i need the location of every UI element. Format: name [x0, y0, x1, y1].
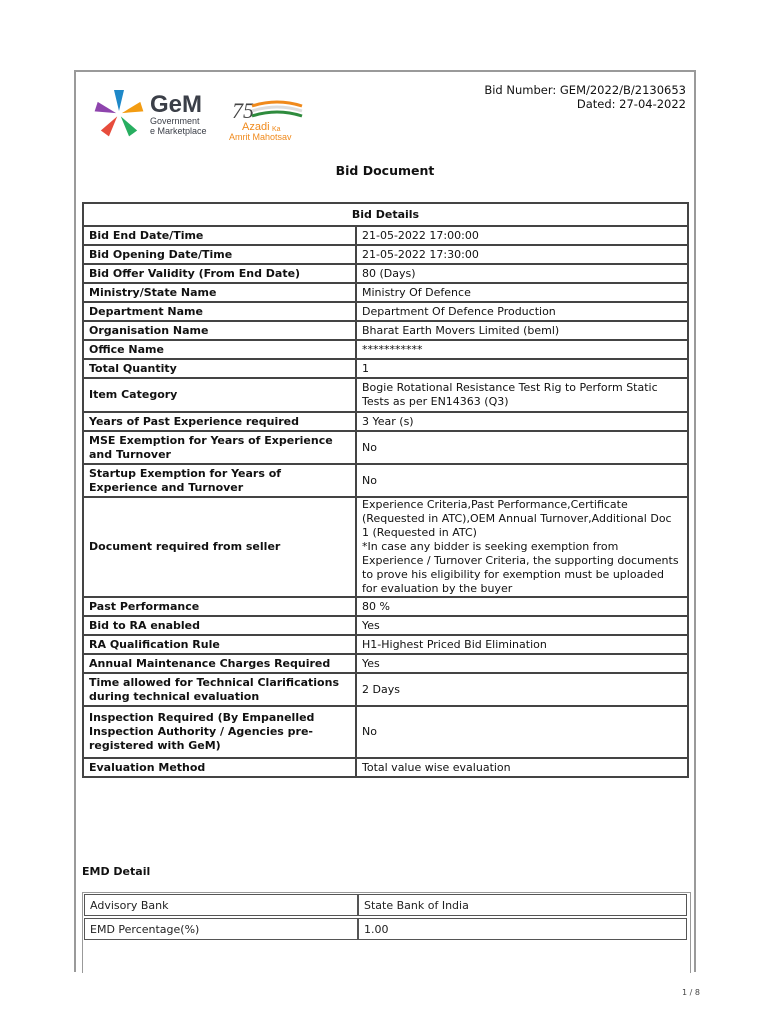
bid-document-page — [74, 70, 696, 972]
bid-detail-value: Experience Criteria,Past Performance,Certificate (Requested in ATC),OEM Annual Turnover,Additional Doc 1 (Requested in ATC) *In case any bidder is seeking exemption from Experience / Turnover Criteria, the supporting documents to prove his eligibility for exemption must be uploaded for evaluation by the buyer — [356, 497, 688, 597]
bid-detail-row — [83, 654, 688, 673]
bid-detail-value: Bharat Earth Movers Limited (beml) — [356, 321, 688, 340]
azadi-ka-amrit-mahotsav-logo — [229, 98, 302, 142]
bid-detail-value: 80 (Days) — [356, 264, 688, 283]
bid-detail-row — [83, 264, 688, 283]
bid-detail-value: Ministry Of Defence — [356, 283, 688, 302]
bid-detail-row — [83, 245, 688, 264]
svg-text:75: 75 — [232, 98, 254, 123]
bid-detail-label: Past Performance — [83, 597, 356, 616]
bid-detail-row — [83, 283, 688, 302]
bid-detail-value: 2 Days — [356, 673, 688, 706]
bid-detail-row — [83, 378, 688, 412]
emd-detail-value: 1.00 — [358, 918, 687, 940]
bid-detail-row — [83, 758, 688, 777]
bid-detail-row — [83, 302, 688, 321]
bid-detail-label: Total Quantity — [83, 359, 356, 378]
bid-detail-label: Ministry/State Name — [83, 283, 356, 302]
emd-detail-rows — [84, 894, 687, 940]
bid-detail-label: Inspection Required (By Empanelled Inspection Authority / Agencies pre-registered with GeM) — [83, 706, 356, 758]
gem-star-icon — [95, 90, 144, 136]
bid-detail-row — [83, 597, 688, 616]
bid-detail-row — [83, 340, 688, 359]
bid-detail-row — [83, 431, 688, 464]
bid-detail-label: Bid Offer Validity (From End Date) — [83, 264, 356, 283]
bid-detail-label: Office Name — [83, 340, 356, 359]
bid-detail-row — [83, 497, 688, 597]
bid-detail-label: Item Category — [83, 378, 356, 412]
bid-detail-row — [83, 635, 688, 654]
document-title: Bid Document — [335, 163, 435, 178]
bid-number: Bid Number: GEM/2022/B/2130653 — [484, 83, 686, 97]
bid-detail-value: 80 % — [356, 597, 688, 616]
emd-detail-row — [84, 894, 687, 916]
bid-details-rows — [83, 226, 688, 777]
bid-detail-row — [83, 359, 688, 378]
bid-detail-label: Bid Opening Date/Time — [83, 245, 356, 264]
bid-dated: Dated: 27-04-2022 — [576, 97, 686, 111]
bid-detail-label: Organisation Name — [83, 321, 356, 340]
bid-detail-value: Yes — [356, 654, 688, 673]
emd-detail-row — [84, 918, 687, 940]
emd-detail-table — [84, 894, 687, 940]
bid-detail-row — [83, 321, 688, 340]
svg-text:Azadi: Azadi — [242, 121, 270, 133]
bid-detail-value: 21-05-2022 17:30:00 — [356, 245, 688, 264]
bid-detail-label: Document required from seller — [83, 497, 356, 597]
emd-detail-label: EMD Percentage(%) — [84, 918, 358, 940]
svg-text:Ka: Ka — [272, 126, 281, 133]
bid-detail-label: Bid End Date/Time — [83, 226, 356, 245]
gem-logo — [92, 84, 332, 144]
bid-detail-label: Evaluation Method — [83, 758, 356, 777]
bid-detail-value: No — [356, 464, 688, 497]
bid-detail-value: Bogie Rotational Resistance Test Rig to Perform Static Tests as per EN14363 (Q3) — [356, 378, 688, 412]
bid-detail-row — [83, 673, 688, 706]
bid-detail-value: Department Of Defence Production — [356, 302, 688, 321]
bid-detail-value: 1 — [356, 359, 688, 378]
bid-details-heading: Bid Details — [83, 203, 688, 226]
bid-detail-row — [83, 616, 688, 635]
bid-detail-row — [83, 412, 688, 431]
bid-detail-value: No — [356, 431, 688, 464]
bid-detail-row — [83, 464, 688, 497]
bid-detail-label: Annual Maintenance Charges Required — [83, 654, 356, 673]
bid-detail-value: H1-Highest Priced Bid Elimination — [356, 635, 688, 654]
emd-detail-box — [82, 892, 691, 973]
bid-detail-label: MSE Exemption for Years of Experience and Turnover — [83, 431, 356, 464]
svg-text:Amrit Mahotsav: Amrit Mahotsav — [229, 132, 292, 142]
emd-detail-label: Advisory Bank — [84, 894, 358, 916]
bid-detail-label: RA Qualification Rule — [83, 635, 356, 654]
page-number: 1 / 8 — [682, 988, 700, 997]
bid-detail-value: Total value wise evaluation — [356, 758, 688, 777]
bid-details-table — [82, 202, 689, 778]
bid-detail-label: Bid to RA enabled — [83, 616, 356, 635]
bid-detail-value: Yes — [356, 616, 688, 635]
gem-wordmark: GeM — [150, 91, 203, 118]
bid-detail-value: No — [356, 706, 688, 758]
emd-detail-title: EMD Detail — [82, 865, 151, 878]
bid-detail-label: Time allowed for Technical Clarifications during technical evaluation — [83, 673, 356, 706]
bid-detail-value: 3 Year (s) — [356, 412, 688, 431]
svg-text:Government: Government — [150, 116, 200, 126]
bid-detail-row — [83, 706, 688, 758]
bid-detail-row — [83, 226, 688, 245]
bid-detail-label: Startup Exemption for Years of Experience and Turnover — [83, 464, 356, 497]
bid-detail-value: *********** — [356, 340, 688, 359]
emd-detail-value: State Bank of India — [358, 894, 687, 916]
bid-detail-label: Years of Past Experience required — [83, 412, 356, 431]
bid-meta — [484, 83, 686, 111]
svg-text:e Marketplace: e Marketplace — [150, 126, 207, 136]
bid-detail-label: Department Name — [83, 302, 356, 321]
bid-detail-value: 21-05-2022 17:00:00 — [356, 226, 688, 245]
